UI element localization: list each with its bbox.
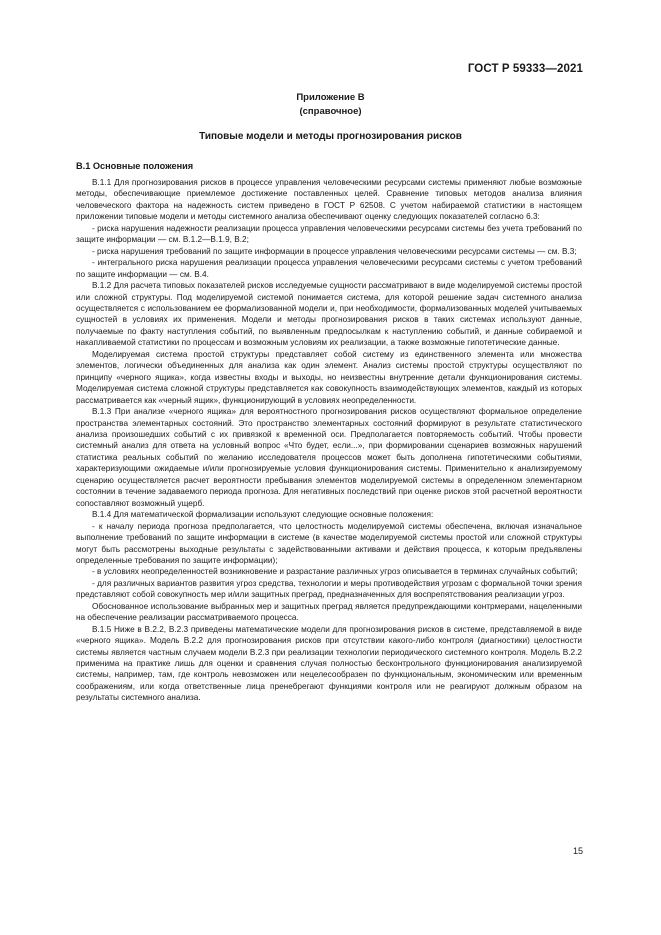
paragraph: - для различных вариантов развития угроз средства, технологии и меры противодействия угрозам с формальной точки зрения представляют собой совокупность мер и/или защитных преград, предназначенных для воспрепятствования реализации угроз. [76, 578, 582, 600]
body-text [76, 177, 582, 704]
paragraph: В.1.2 Для расчета типовых показателей рисков исследуемые сущности рассматривают в виде моделируемой системы простой или сложной структуры. Под моделируемой системой понимается система, для которой решение задач системного анализа осуществляется с использованием ее формализованной модели и, при необходимости, формализованных моделей учитываемых сущностей в условиях их применения. Модели и методы прогнозирования рисков в таких системах используют данные, получаемые по факту наступления событий, по выявленным предпосылкам к наступлению событий, и данные собираемой и накапливаемой статистики по процессам и возможным условиям их реализации, а также возможные гипотетические данные. [76, 281, 582, 348]
paragraph: - риска нарушения требований по защите информации в процессе управления человеческими ресурсами системы — см. В.3; [92, 246, 577, 256]
paragraph: В.1.3 При анализе «черного ящика» для вероятностного прогнозирования рисков осуществляют формальное определение пространства элементарных состояний. Это пространство элементарных состояний формируют в результате статистического анализа произошедших событий с их привязкой к временной оси. Предполагается повторяемость событий. Чтобы провести системный анализ для ответа на условный вопрос «Что будет, если...», при формировании сценариев возможных нарушений статистика реальных событий по желанию исследователя процессов может быть дополнена гипотетическими событиями, характеризующими ожидаемые и/или прогнозируемые условия функционирования системы. Применительно к анализируемому сценарию осуществляется расчет вероятности пребывания элементов моделируемой системы в определенном элементарном состоянии в течение задаваемого периода прогноза. Для негативных последствий при оценке рисков этой расчетной вероятности сопоставляют возможный ущерб. [76, 407, 582, 508]
appendix-title: Типовые модели и методы прогнозирования рисков [199, 131, 462, 142]
section-heading: В.1 Основные положения [76, 161, 194, 171]
appendix-type: (справочное) [299, 106, 362, 117]
paragraph: В.1.5 Ниже в В.2.2, В.2.3 приведены математические модели для прогнозирования рисков в системе, представляемой в виде «черного ящика». Модель В.2.2 для прогнозирования рисков при отсутствии какого-либо контроля (диагностики) целостности системы является частным случаем модели В.2.3 при реализации технологии периодического системного контроля. Модель В.2.2 применима на практике лишь для оценки и сравнения случая полностью бесконтрольного функционирования анализируемой системы, например, там, где контроль невозможен или нецелесообразен по функциональным, экономическим или временным соображениям, или когда ответственные лица пренебрегают функциями контроля или не реагируют должным образом на результаты системного анализа. [76, 624, 582, 703]
paragraph: - интегрального риска нарушения реализации процесса управления человеческими ресурсами системы с учетом требований по защите информации — см. В.4. [76, 258, 582, 279]
standard-header: ГОСТ Р 59333—2021 [467, 63, 583, 75]
paragraph: В.1.1 Для прогнозирования рисков в процессе управления человеческими ресурсами системы применяют любые возможные методы, обеспечивающие приемлемое достижение поставленных целей. Сравнение типовых методов анализа влияния человеческого фактора на надежность систем приведено в ГОСТ Р 62508. С учетом набираемой статистики в настоящем приложении типовые модели и методы системного анализа обеспечивают оценку следующих показателей согласно 6.3: [76, 178, 582, 222]
paragraph: Моделируемая система простой структуры представляет собой систему из единственного элемента или множества элементов, логически объединенных для анализа как один элемент. Анализ системы простой структуры осуществляют по принципу «черного ящика», когда известны входы и выходы, но неизвестны внутренние детали функционирования системы. Моделируемая система сложной структуры представляется как совокупность взаимодействующих элементов, каждый из которых рассматривается как «черный ящик», функционирующий в условиях неопределенности. [76, 349, 582, 405]
appendix-label: Приложение В [296, 92, 365, 103]
paragraph: - риска нарушения надежности реализации процесса управления человеческими ресурсами системы без учета требований по защите информации — см. В.1.2—В.1.9, В.2; [76, 223, 582, 245]
paragraph: Обоснованное использование выбранных мер и защитных преград является предупреждающими контрмерами, нацеленными на обеспечение реализации рассматриваемого процесса. [76, 601, 582, 623]
paragraph: - к началу периода прогноза предполагается, что целостность моделируемой системы обеспечена, включая изначальное выполнение требований по защите информации в системе (в качестве моделируемой системы простой или сложной структуры могут быть рассмотрены выходные результаты с задействованными активами и действия процесса, к которым предъявлены определенные требования по защите информации); [76, 521, 582, 565]
paragraph: - в условиях неопределенностей возникновение и разрастание различных угроз описывается в терминах случайных событий; [92, 567, 578, 577]
page-number: 15 [572, 846, 583, 856]
paragraph: В.1.4 Для математической формализации используют следующие основные положения: [92, 510, 434, 520]
